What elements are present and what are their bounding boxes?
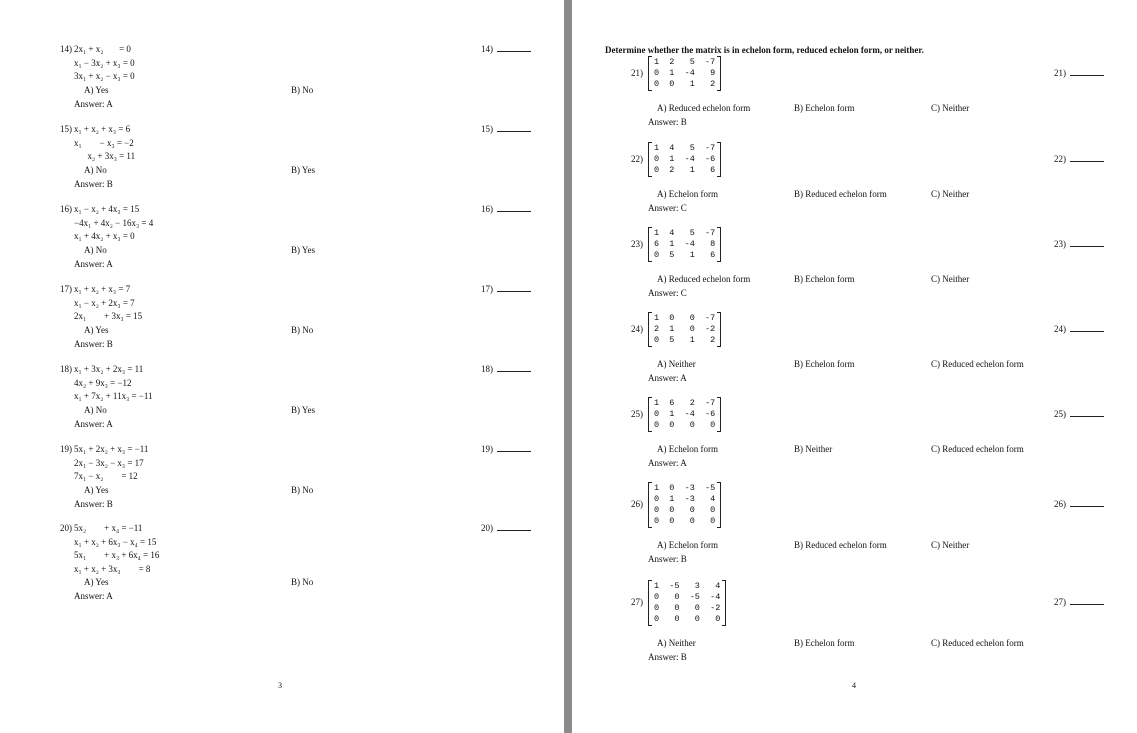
- option-b: B) Echelon form: [794, 274, 855, 284]
- matrix-row: 1 0 0 -7: [654, 313, 716, 323]
- option-c: C) Neither: [931, 274, 970, 284]
- matrix-right-bracket: [717, 397, 721, 432]
- answer-text: Answer: A: [74, 98, 113, 109]
- answer-text: Answer: B: [74, 338, 113, 349]
- problem-number: 22): [631, 153, 643, 164]
- matrix: [648, 56, 721, 91]
- option-b: B) Yes: [291, 244, 316, 255]
- answer-blank: [481, 523, 531, 533]
- option-c: C) Reduced echelon form: [931, 444, 1024, 454]
- blank-line: [497, 444, 531, 452]
- blank-line: [1070, 499, 1104, 507]
- matrix-right-bracket: [717, 312, 721, 347]
- option-b: B) Yes: [291, 404, 316, 415]
- equation-line: x₁ − x₂ + 2x₃ = 7: [74, 297, 135, 308]
- option-a: A) Echelon form: [657, 189, 718, 199]
- option-a: A) No: [84, 404, 107, 415]
- equation-line: 4x₂ + 9x₃ = −12: [74, 377, 132, 388]
- option-c: C) Reduced echelon form: [931, 359, 1024, 369]
- matrix-row: 0 0 0 0: [654, 614, 721, 624]
- matrix-right-bracket: [722, 580, 726, 626]
- equation-line: x₁ + x₂ + x₃ = 7: [74, 284, 131, 294]
- problem-number: 24): [631, 323, 643, 334]
- problem-number: 16): [60, 204, 72, 214]
- matrix-row: 0 5 1 2: [654, 335, 716, 345]
- equation-line: x₁ + x₂ + x₃ = 6: [74, 124, 131, 134]
- matrix-rows: [652, 397, 717, 432]
- option-a: A) No: [84, 164, 107, 175]
- option-b: B) Reduced echelon form: [794, 189, 887, 199]
- matrix-row: 0 2 1 6: [654, 165, 716, 175]
- equation-line: x₁ − 3x₂ + x₃ = 0: [74, 57, 135, 68]
- matrix: [648, 397, 721, 432]
- answer-text: Answer: A: [648, 373, 687, 383]
- answer-blank: [1054, 499, 1104, 509]
- problem-number: 18): [60, 364, 72, 374]
- option-c: C) Neither: [931, 540, 970, 550]
- blank-label: 23): [1054, 238, 1066, 249]
- matrix-row: 1 0 -3 -5: [654, 483, 716, 493]
- blank-line: [1070, 68, 1104, 76]
- problem-number: 20): [60, 523, 72, 533]
- equation-line: 5x₁ + 2x₂ + x₃ = −11: [74, 444, 149, 454]
- blank-line: [497, 364, 531, 372]
- option-a: A) Yes: [84, 577, 109, 587]
- matrix-rows: [652, 142, 717, 177]
- answer-text: Answer: B: [648, 554, 687, 564]
- answer-text: Answer: A: [648, 458, 687, 468]
- problem-number: 19): [60, 444, 72, 454]
- equation-line: x₁ + 3x₂ + 2x₃ = 11: [74, 364, 144, 374]
- matrix: [648, 227, 721, 262]
- matrix-row: 1 2 5 -7: [654, 57, 716, 67]
- answer-text: Answer: B: [74, 178, 113, 189]
- answer-blank: [1054, 409, 1104, 419]
- blank-label: 16): [481, 204, 493, 214]
- option-b: B) Neither: [794, 444, 833, 454]
- blank-label: 27): [1054, 597, 1066, 607]
- page-number: 4: [852, 681, 856, 690]
- equation-line: −4x₁ + 4x₂ − 16x₃ = 4: [74, 217, 154, 228]
- option-a: A) Neither: [657, 359, 696, 369]
- answer-blank: [481, 124, 531, 134]
- matrix-row: 0 1 -3 4: [654, 494, 716, 504]
- blank-label: 20): [481, 523, 493, 533]
- equation-line: 2x₁ + x₂ = 0: [74, 44, 131, 54]
- matrix-right-bracket: [717, 482, 721, 528]
- blank-line: [497, 204, 531, 212]
- matrix-row: 0 1 -4 9: [654, 68, 716, 78]
- answer-blank: [1054, 597, 1104, 607]
- matrix-row: 2 1 0 -2: [654, 324, 716, 334]
- equation-line: x₁ + 7x₂ + 11x₃ = −11: [74, 391, 153, 401]
- problem-number: 25): [631, 408, 643, 419]
- blank-label: 15): [481, 124, 493, 134]
- blank-label: 25): [1054, 408, 1066, 419]
- option-a: A) Yes: [84, 484, 109, 495]
- answer-blank: [481, 284, 531, 294]
- matrix-row: 0 0 1 2: [654, 79, 716, 89]
- equation-line: 3x₁ + x₂ − x₃ = 0: [74, 71, 135, 81]
- option-b: B) Echelon form: [794, 103, 855, 113]
- matrix: [648, 312, 721, 347]
- option-a: A) Yes: [84, 324, 109, 335]
- blank-line: [497, 523, 531, 531]
- matrix-row: 0 0 0 0: [654, 516, 716, 526]
- blank-label: 18): [481, 364, 493, 374]
- matrix-rows: [652, 580, 722, 626]
- option-b: B) Echelon form: [794, 359, 855, 369]
- problem-number: 14): [60, 44, 72, 54]
- blank-line: [1070, 409, 1104, 417]
- blank-label: 22): [1054, 153, 1066, 164]
- answer-text: Answer: B: [648, 652, 687, 662]
- blank-label: 19): [481, 444, 493, 454]
- blank-line: [497, 124, 531, 132]
- option-c: C) Neither: [931, 103, 970, 113]
- matrix: [648, 142, 721, 177]
- answer-text: Answer: C: [648, 288, 687, 298]
- answer-blank: [481, 364, 531, 374]
- blank-line: [1070, 324, 1104, 332]
- equation-line: x₂ + 3x₃ = 11: [74, 151, 136, 161]
- matrix-row: 1 4 5 -7: [654, 228, 716, 238]
- option-a: A) Echelon form: [657, 444, 718, 454]
- option-a: A) Echelon form: [657, 540, 718, 550]
- answer-blank: [481, 204, 531, 214]
- equation-line: x₁ + x₂ + 6x₃ − x₄ = 15: [74, 536, 157, 547]
- option-b: B) Reduced echelon form: [794, 540, 887, 550]
- answer-text: Answer: A: [74, 591, 113, 601]
- problem-number: 27): [631, 597, 643, 607]
- equation-line: 5x₁ + x₃ + 6x₄ = 16: [74, 550, 160, 560]
- page-gap: [564, 0, 572, 733]
- blank-line: [1070, 597, 1104, 605]
- matrix-row: 1 -5 3 4: [654, 581, 721, 591]
- matrix-row: 0 5 1 6: [654, 250, 716, 260]
- matrix-row: 0 1 -4 -6: [654, 154, 716, 164]
- option-a: A) Reduced echelon form: [657, 103, 751, 113]
- blank-line: [497, 44, 531, 52]
- problem-number: 17): [60, 284, 72, 294]
- option-b: B) No: [291, 577, 314, 587]
- equation-line: x₁ − x₂ + 4x₃ = 15: [74, 204, 140, 214]
- equation-line: 2x₁ − 3x₂ − x₃ = 17: [74, 457, 144, 468]
- matrix-row: 0 0 0 0: [654, 505, 716, 515]
- option-b: B) No: [291, 324, 314, 335]
- equation-line: x₁ + x₂ + 3x₃ = 8: [74, 563, 151, 574]
- matrix-rows: [652, 227, 717, 262]
- problem-number: 26): [631, 499, 643, 509]
- matrix-right-bracket: [717, 227, 721, 262]
- left-page: [0, 0, 564, 733]
- option-b: B) No: [291, 84, 314, 95]
- answer-blank: [481, 44, 531, 54]
- answer-blank: [1054, 154, 1104, 164]
- matrix-right-bracket: [717, 142, 721, 177]
- blank-label: 26): [1054, 499, 1066, 509]
- matrix-rows: [652, 482, 717, 528]
- problem-number: 15): [60, 124, 72, 134]
- blank-line: [497, 284, 531, 292]
- equation-line: 5x₂ + x₄ = −11: [74, 523, 143, 533]
- right-page: [572, 0, 1137, 733]
- blank-label: 14): [481, 44, 493, 54]
- answer-blank: [1054, 68, 1104, 78]
- option-b: B) Echelon form: [794, 638, 855, 648]
- option-a: A) Yes: [84, 84, 109, 95]
- option-b: B) Yes: [291, 164, 316, 175]
- matrix-row: 1 4 5 -7: [654, 143, 716, 153]
- blank-label: 21): [1054, 67, 1066, 78]
- problem-number: 21): [631, 67, 643, 78]
- matrix: [648, 482, 721, 528]
- option-c: C) Neither: [931, 189, 970, 199]
- matrix-row: 1 6 2 -7: [654, 398, 716, 408]
- option-a: A) Neither: [657, 638, 696, 648]
- option-a: A) Reduced echelon form: [657, 274, 751, 284]
- problem-number: 23): [631, 238, 643, 249]
- equation-line: x₁ + 4x₂ + x₃ = 0: [74, 231, 135, 241]
- blank-label: 17): [481, 284, 493, 294]
- equation-line: x₁ − x₃ = −2: [74, 137, 134, 148]
- instructions: Determine whether the matrix is in echelon form, reduced echelon form, or neither.: [605, 45, 924, 55]
- matrix-rows: [652, 56, 717, 91]
- matrix: [648, 580, 726, 626]
- answer-text: Answer: A: [74, 258, 113, 269]
- answer-text: Answer: B: [74, 498, 113, 509]
- option-a: A) No: [84, 244, 107, 255]
- matrix-row: 0 0 0 0: [654, 420, 716, 430]
- matrix-row: 0 1 -4 -6: [654, 409, 716, 419]
- blank-label: 24): [1054, 323, 1066, 334]
- equation-line: 7x₁ − x₂ = 12: [74, 471, 138, 481]
- blank-line: [1070, 154, 1104, 162]
- option-c: C) Reduced echelon form: [931, 638, 1024, 648]
- matrix-row: 0 0 0 -2: [654, 603, 721, 613]
- answer-text: Answer: C: [648, 203, 687, 213]
- answer-text: Answer: A: [74, 418, 113, 429]
- matrix-rows: [652, 312, 717, 347]
- answer-blank: [1054, 324, 1104, 334]
- answer-blank: [481, 444, 531, 454]
- blank-line: [1070, 239, 1104, 247]
- page-number: 3: [278, 681, 282, 690]
- matrix-row: 0 0 -5 -4: [654, 592, 721, 602]
- equation-line: 2x₁ + 3x₃ = 15: [74, 311, 143, 321]
- matrix-row: 6 1 -4 8: [654, 239, 716, 249]
- matrix-right-bracket: [717, 56, 721, 91]
- answer-blank: [1054, 239, 1104, 249]
- answer-text: Answer: B: [648, 117, 687, 127]
- option-b: B) No: [291, 484, 314, 495]
